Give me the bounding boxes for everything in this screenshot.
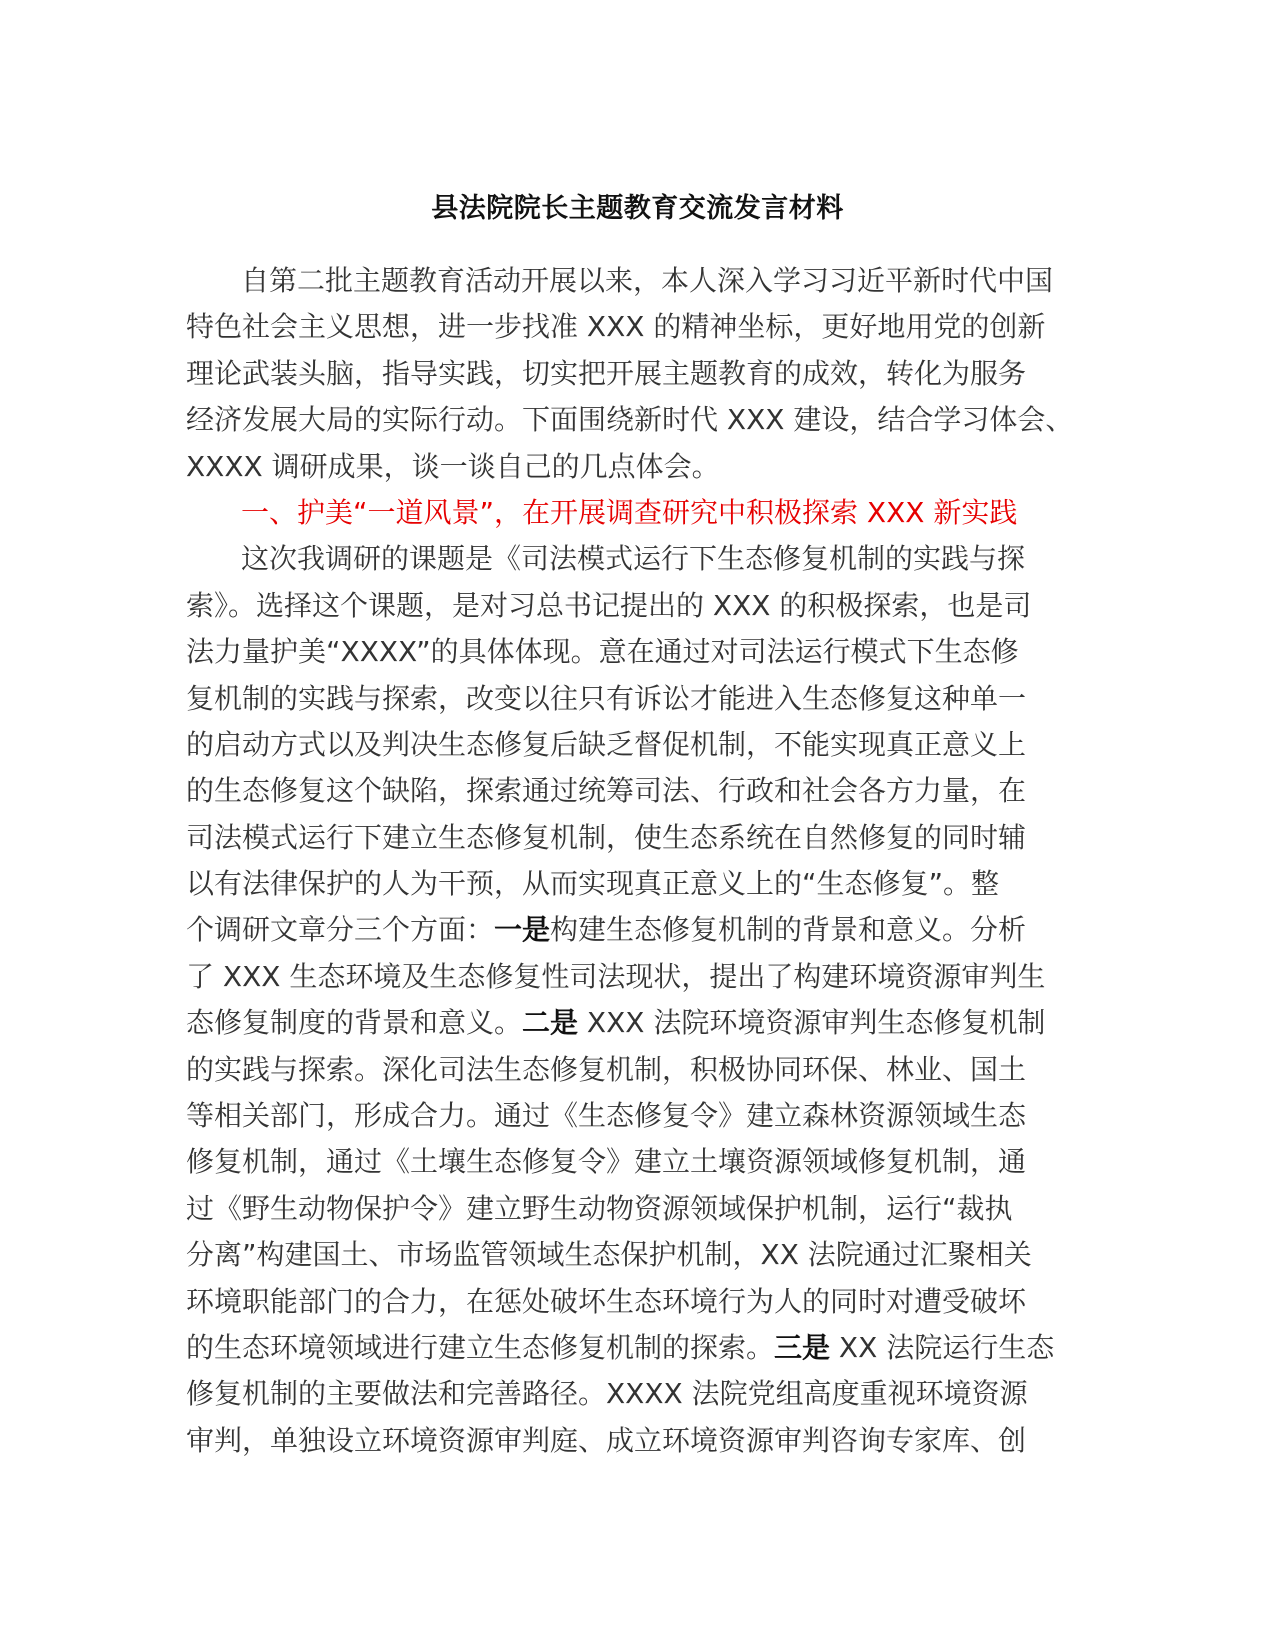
paragraph-line: 等相关部门，形成合力。通过《生态修复令》建立森林资源领域生态	[186, 1099, 1027, 1133]
document-title: 县法院院长主题教育交流发言材料	[431, 193, 844, 224]
intro-line: 特色社会主义思想，进一步找准 XXX 的精神坐标，更好地用党的创新	[186, 310, 1046, 344]
point-label-1: 一是	[494, 913, 551, 947]
paragraph-line: 这次我调研的课题是《司法模式运行下生态修复机制的实践与探	[241, 542, 1026, 576]
line-text: XXX 法院环境资源审判生态修复机制	[578, 1006, 1046, 1040]
intro-line: 自第二批主题教育活动开展以来，本人深入学习习近平新时代中国	[241, 264, 1054, 297]
paragraph-line: 过《野生动物保护令》建立野生动物资源领域保护机制，运行“裁执	[186, 1191, 1013, 1225]
intro-line: 经济发展大局的实际行动。下面围绕新时代 XXX 建设，结合学习体会、	[186, 403, 1074, 437]
paragraph-line	[186, 1000, 1090, 1046]
line-text: XX 法院运行生态	[830, 1330, 1055, 1364]
paragraph-line: 的启动方式以及判决生态修复后缺乏督促机制，不能实现真正意义上	[186, 727, 1027, 761]
paragraph-line: 审判，单独设立环境资源审判庭、成立环境资源审判咨询专家库、创	[186, 1423, 1027, 1457]
paragraph-line: 司法模式运行下建立生态修复机制，使生态系统在自然修复的同时辅	[186, 820, 1027, 854]
paragraph-line: 修复机制的主要做法和完善路径。XXXX 法院党组高度重视环境资源	[186, 1377, 1028, 1411]
paragraph-line: 环境职能部门的合力，在惩处破坏生态环境行为人的同时对遭受破坏	[186, 1284, 1027, 1318]
point-label-2: 二是	[522, 1006, 579, 1040]
paragraph-line	[186, 907, 1090, 953]
point-label-3: 三是	[774, 1330, 831, 1364]
intro-line: XXXX 调研成果，谈一谈自己的几点体会。	[186, 449, 720, 483]
line-text: 的生态环境领域进行建立生态修复机制的探索。	[186, 1330, 775, 1364]
paragraph-line: 了 XXX 生态环境及生态修复性司法现状，提出了构建环境资源审判生	[186, 959, 1046, 993]
line-text: 个调研文章分三个方面：	[186, 913, 495, 947]
paragraph-line: 复机制的实践与探索，改变以往只有诉讼才能进入生态修复这种单一	[186, 681, 1027, 715]
intro-line: 理论武装头脑，指导实践，切实把开展主题教育的成效，转化为服务	[186, 356, 1027, 390]
paragraph-line	[186, 1325, 1090, 1371]
paragraph-line: 的实践与探索。深化司法生态修复机制，积极协同环保、林业、国土	[186, 1052, 1027, 1086]
section-heading: 一、护美“一道风景”，在开展调查研究中积极探索 XXX 新实践	[241, 495, 1018, 529]
paragraph-line: 法力量护美“XXXX”的具体体现。意在通过对司法运行模式下生态修	[186, 635, 1019, 669]
paragraph-line: 以有法律保护的人为干预，从而实现真正意义上的“生态修复”。整	[186, 867, 1000, 901]
paragraph-line: 的生态修复这个缺陷，探索通过统筹司法、行政和社会各方力量，在	[186, 774, 1027, 808]
line-text: 构建生态修复机制的背景和意义。分析	[550, 913, 1027, 947]
paragraph-line: 修复机制，通过《土壤生态修复令》建立土壤资源领域修复机制，通	[186, 1145, 1027, 1179]
line-text: 态修复制度的背景和意义。	[186, 1006, 523, 1040]
paragraph-line: 分离”构建国土、市场监管领域生态保护机制，XX 法院通过汇聚相关	[186, 1238, 1032, 1272]
document-body	[186, 258, 1090, 1464]
paragraph-line: 索》。选择这个课题，是对习总书记提出的 XXX 的积极探索，也是司	[186, 588, 1032, 622]
